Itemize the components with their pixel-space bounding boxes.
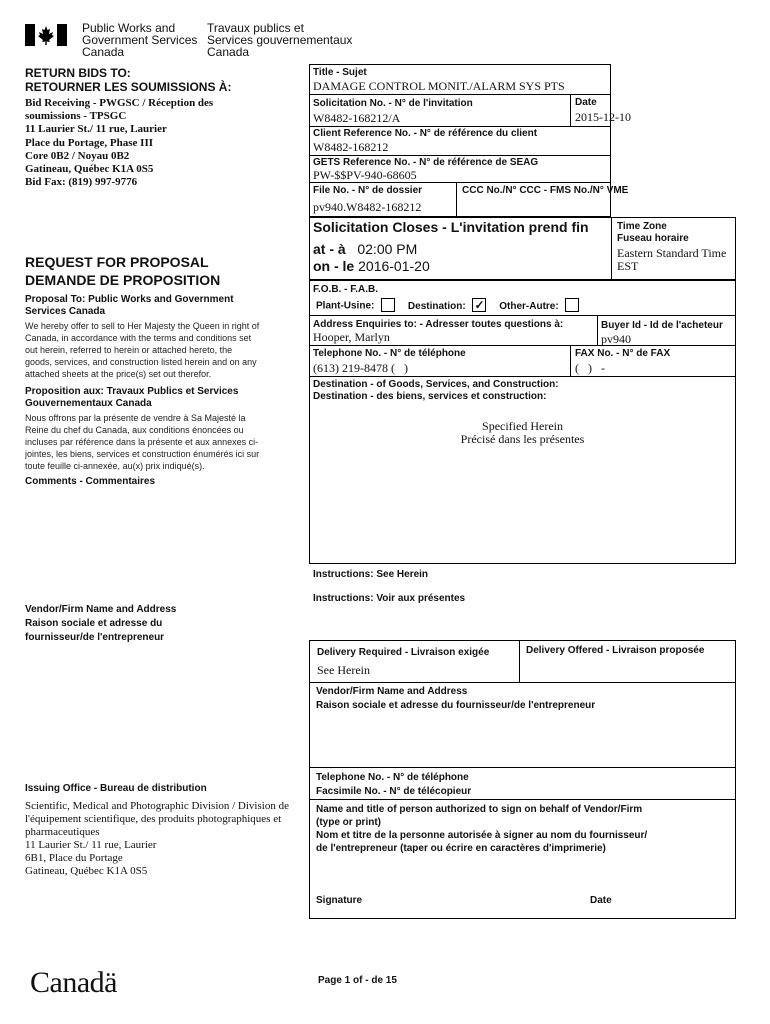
issuing-line: Scientific, Medical and Photographic Division / Division de — [25, 800, 289, 812]
date-value: 2015-12-10 — [575, 110, 631, 124]
dest-goods-label-en: Destination - of Goods, Services, and Construction: — [313, 379, 559, 390]
address-line: Bid Fax: (819) 997-9776 — [25, 176, 138, 189]
org-name-en — [82, 22, 197, 58]
page-number: Page 1 of - de 15 — [318, 975, 397, 986]
address-line: soumissions - TPSGC — [25, 110, 127, 123]
issuing-office-label: Issuing Office - Bureau de distribution — [25, 783, 207, 794]
file-label: File No. - N° de dossier — [313, 185, 423, 196]
vendor-label-en: Vendor/Firm Name and Address — [316, 686, 468, 697]
instructions-fr: Instructions: Voir aux présentes — [313, 593, 466, 604]
issuing-line: 6B1, Place du Portage — [25, 852, 123, 864]
address-line: Place du Portage, Phase III — [25, 136, 154, 149]
gets-label: GETS Reference No. - N° de référence de SEAG — [313, 157, 539, 168]
fob-options — [316, 299, 579, 313]
org-en-line: Canada — [82, 45, 125, 59]
plant-checkbox[interactable] — [381, 298, 395, 312]
fob-label: F.O.B. - F.A.B. — [313, 284, 378, 295]
authorized-line: Nom et titre de la personne autorisée à signer au nom du fournisseur/ — [316, 830, 648, 841]
closes-at-label: at - à — [313, 241, 346, 257]
vendor-left-line: Vendor/Firm Name and Address — [25, 604, 177, 615]
delivery-off-label: Delivery Offered - Livraison proposée — [526, 645, 705, 656]
address-line: Bid Receiving - PWGSC / Réception des — [25, 97, 214, 109]
dest-goods-value-1: Specified Herein — [482, 419, 563, 433]
telephone-label: Telephone No. - N° de téléphone — [316, 772, 469, 783]
ccc-label: CCC No./N° CCC - FMS No./N° VME — [462, 185, 629, 196]
issuing-line: pharmaceutiques — [25, 826, 100, 838]
rfp-title — [25, 253, 220, 289]
fax-value: ( ) - — [575, 361, 605, 375]
authorized-label — [316, 803, 647, 855]
signature-date-label: Date — [590, 895, 612, 906]
delivery-req-value: See Herein — [317, 663, 370, 677]
fax-label: FAX No. - N° de FAX — [575, 348, 671, 359]
tz-value-1: Eastern Standard Time — [617, 246, 727, 260]
client-ref-value: W8482-168212 — [313, 140, 389, 154]
return-bids-title-en: RETURN BIDS TO: — [25, 66, 131, 80]
destination-checkbox[interactable]: ✓ — [474, 298, 485, 312]
return-bids-title — [25, 66, 231, 94]
solicitation-value: W8482-168212/A — [313, 111, 401, 125]
other-label: Other-Autre: — [499, 300, 559, 312]
closes-time: 02:00 PM — [357, 241, 418, 257]
buyer-label: Buyer Id - Id de l'acheteur — [601, 320, 723, 331]
proposal-to-text: We hereby offer to sell to Her Majesty the Queen in right of Canada, in accordance with the terms and conditions set out herein, referred to herein or attached hereto, the goods, services, and construction listed herein and on any attached sheets at the price(s) set out therefor. — [25, 321, 260, 379]
closes-title: Solicitation Closes - L'invitation prend fin — [313, 219, 589, 235]
vendor-label — [316, 686, 595, 712]
buyer-value: pv940 — [601, 332, 631, 346]
issuing-line: 11 Laurier St./ 11 rue, Laurier — [25, 839, 157, 851]
tz-value — [617, 247, 726, 273]
vendor-left-label — [25, 603, 176, 645]
vendor-left-line: fournisseur/de l'entrepreneur — [25, 632, 165, 643]
closes-date: 2016-01-20 — [358, 258, 430, 274]
tz-label-fr: Fuseau horaire — [617, 233, 689, 244]
comments-label: Comments - Commentaires — [25, 476, 156, 487]
tz-label-en: Time Zone — [617, 221, 667, 232]
authorized-line: (type or print) — [316, 817, 381, 828]
issuing-line: Gatineau, Québec K1A 0S5 — [25, 865, 148, 877]
facsimile-label: Facsimile No. - N° de télécopieur — [316, 786, 472, 797]
proposal-to-label: Proposal To: Public Works and Government Services Canada — [25, 294, 234, 317]
org-fr-line: Services gouvernementaux — [207, 33, 353, 47]
plant-label: Plant-Usine: — [316, 300, 375, 312]
return-bids-address — [25, 97, 213, 189]
return-bids-title-fr: RETOURNER LES SOUMISSIONS À: — [25, 80, 232, 94]
issuing-line: l'équipement scientifique, des produits photographiques et — [25, 813, 282, 825]
tz-label — [617, 221, 689, 245]
other-checkbox[interactable] — [565, 298, 579, 312]
solicitation-label: Solicitation No. - N° de l'invitation — [313, 98, 473, 109]
org-fr-line: Travaux publics et — [207, 21, 304, 35]
authorized-line: de l'entrepreneur (taper ou écrire en caractères d'imprimerie) — [316, 843, 606, 854]
government-flag-logo — [25, 24, 67, 46]
phone-label: Telephone No. - N° de téléphone — [313, 348, 466, 359]
rfp-title-en: REQUEST FOR PROPOSAL — [25, 254, 209, 270]
org-en-line: Public Works and — [82, 21, 176, 35]
proposition-label: Proposition aux: Travaux Publics et Services Gouvernementaux Canada — [25, 386, 239, 409]
delivery-req-label: Delivery Required - Livraison exigée — [317, 647, 490, 658]
org-name-fr — [207, 22, 352, 58]
dest-goods-value — [309, 420, 736, 446]
canada-flag-icon — [25, 24, 67, 46]
address-line: Core 0B2 / Noyau 0B2 — [25, 149, 130, 162]
closes-on-label: on - le — [313, 258, 355, 274]
destination-label: Destination: — [407, 300, 466, 312]
gets-value: PW-$$PV-940-68605 — [313, 168, 417, 182]
dest-goods-label — [313, 379, 559, 403]
dest-goods-value-2: Précisé dans les présentes — [460, 432, 585, 446]
rfp-title-fr: DEMANDE DE PROPOSITION — [25, 272, 221, 288]
address-enq-label: Address Enquiries to: - Adresser toutes questions à: — [313, 319, 564, 330]
canada-wordmark: Canadä — [30, 966, 117, 999]
tz-value-2: EST — [617, 259, 639, 273]
authorized-line: Name and title of person authorized to sign on behalf of Vendor/Firm — [316, 804, 643, 815]
file-value: pv940.W8482-168212 — [313, 200, 422, 214]
phone-value: (613) 219-8478 ( ) — [313, 361, 408, 375]
closes-at — [313, 241, 417, 257]
instructions-en: Instructions: See Herein — [313, 569, 429, 580]
closes-on — [313, 258, 430, 274]
address-line: Gatineau, Québec K1A 0S5 — [25, 163, 154, 176]
vendor-left-line: Raison sociale et adresse du — [25, 618, 163, 629]
title-value: DAMAGE CONTROL MONIT./ALARM SYS PTS — [313, 79, 565, 93]
signature-label: Signature — [316, 895, 363, 906]
client-ref-label: Client Reference No. - N° de référence du client — [313, 128, 538, 139]
address-line: 11 Laurier St./ 11 rue, Laurier — [25, 123, 167, 136]
proposition-text: Nous offrons par la présente de vendre à Sa Majesté la Reine du chef du Canada, aux conditions énoncées ou incluses par référence dans la présente et aux annexes ci-jointes, les biens, services et construction énumérés ici sur toute feuille ci-annexée, au(x) prix indiqué(s). — [25, 413, 260, 471]
org-fr-line: Canada — [207, 45, 250, 59]
dest-goods-label-fr: Destination - des biens, services et construction: — [313, 391, 547, 402]
org-en-line: Government Services — [82, 33, 198, 47]
vendor-label-fr: Raison sociale et adresse du fournisseur/de l'entrepreneur — [316, 700, 596, 711]
address-enq-value: Hooper, Marlyn — [313, 330, 390, 344]
issuing-office-address — [25, 800, 310, 878]
date-label: Date — [575, 97, 597, 108]
title-label: Title - Sujet — [313, 67, 367, 78]
